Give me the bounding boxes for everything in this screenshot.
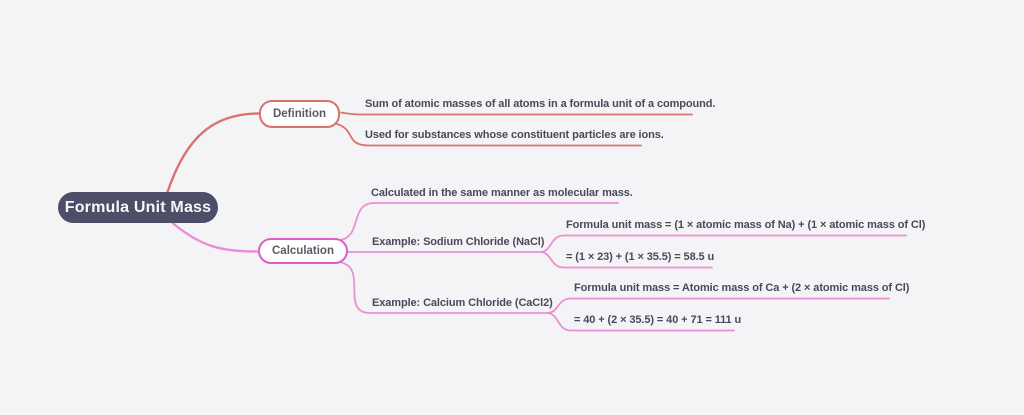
leaf-calculated-same-manner[interactable]: Calculated in the same manner as molecular mass. — [371, 187, 633, 199]
branch-node-definition[interactable]: Definition — [259, 100, 340, 128]
leaf-definition-used-for-ions[interactable]: Used for substances whose constituent particles are ions. — [365, 129, 664, 141]
leaf-nacl-result[interactable]: = (1 × 23) + (1 × 35.5) = 58.5 u — [566, 251, 715, 263]
leaf-nacl-formula[interactable]: Formula unit mass = (1 × atomic mass of Na) + (1 × atomic mass of Cl) — [566, 219, 926, 231]
curve-root-to-definition — [167, 114, 259, 194]
leaf-example-sodium-chloride[interactable]: Example: Sodium Chloride (NaCl) — [372, 236, 545, 248]
underline-definition-leaf-1 — [341, 113, 692, 115]
leaf-cacl2-formula[interactable]: Formula unit mass = Atomic mass of Ca + (2 × atomic mass of Cl) — [574, 282, 910, 294]
leaf-cacl2-result[interactable]: = 40 + (2 × 35.5) = 40 + 71 = 111 u — [574, 314, 742, 326]
leaf-example-calcium-chloride[interactable]: Example: Calcium Chloride (CaCl2) — [372, 297, 553, 309]
definition-connectors — [167, 113, 692, 194]
root-node-formula-unit-mass[interactable]: Formula Unit Mass — [58, 192, 218, 223]
branch-node-calculation[interactable]: Calculation — [258, 238, 348, 264]
curve-root-to-calculation — [172, 223, 257, 252]
leaf-definition-sum-of-atomic-masses[interactable]: Sum of atomic masses of all atoms in a formula unit of a compound. — [365, 98, 716, 110]
